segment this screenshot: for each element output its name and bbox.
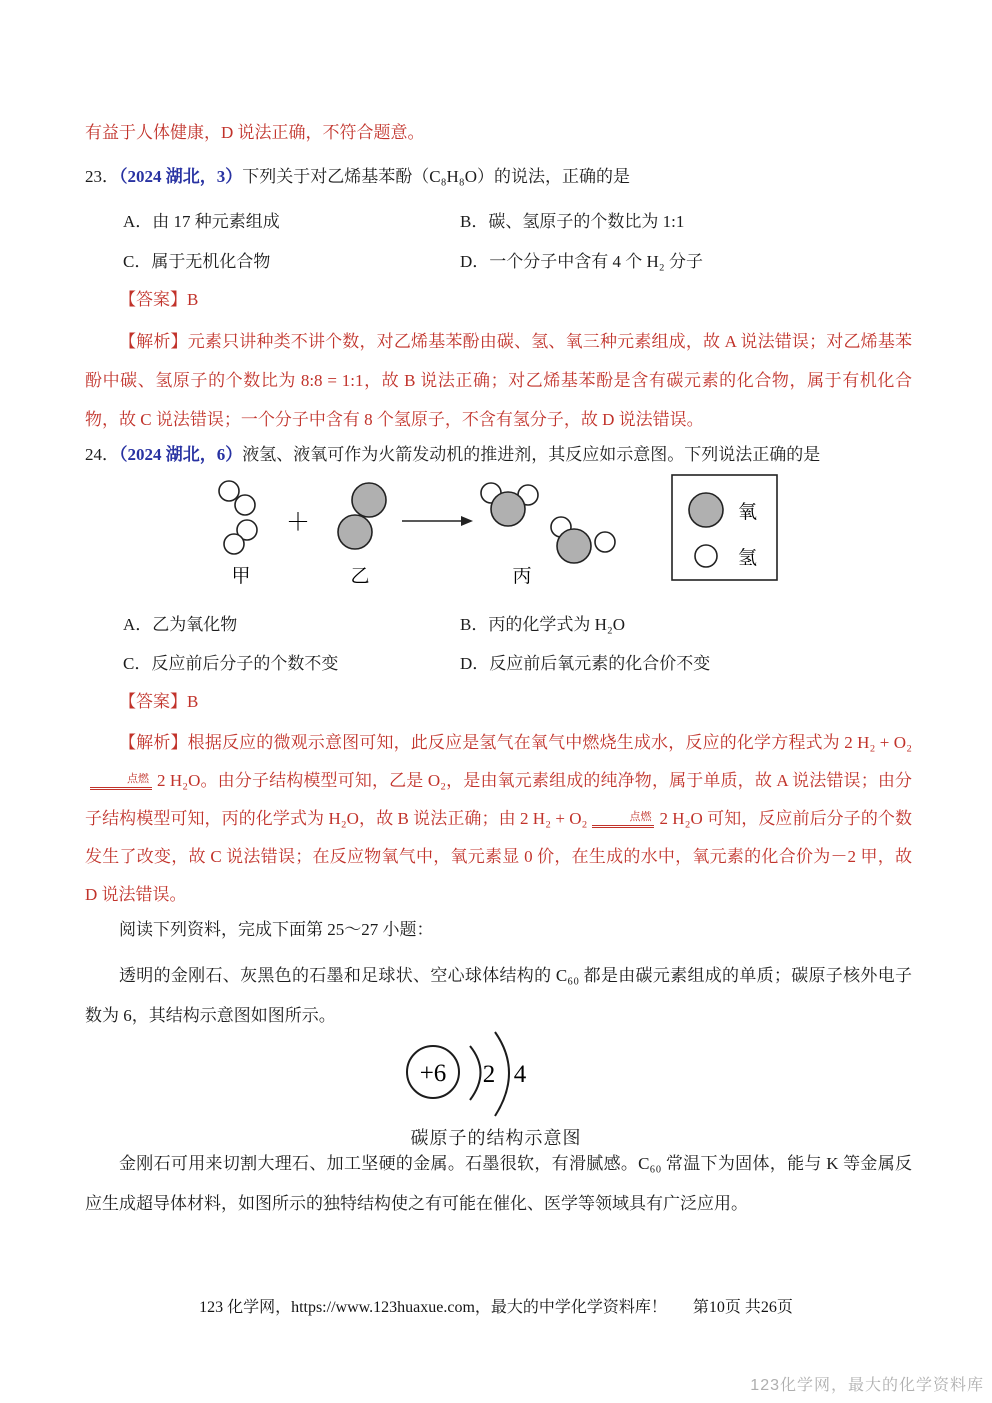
option-23-a bbox=[123, 211, 460, 232]
footer-page-number: 第10页 共26页 bbox=[692, 1299, 793, 1316]
analysis-24-part-2: 2 H₂O。由分子结构模型可知，乙是 O₂，是由氧元素组成的纯净物，属于单质，故 A 说法错误；由分子结构模型可知，丙的化学式为 H₂O，故 B 说法正确；由 2 H₂ + O₂ bbox=[85, 771, 912, 828]
question-23-options-row-2 bbox=[85, 251, 912, 272]
question-23-answer: 【答案】B bbox=[119, 290, 199, 309]
option-23-d bbox=[460, 251, 912, 272]
shell-1-electron-count: 2 bbox=[482, 1061, 496, 1088]
footer-site-info: 123 化学网，https://www.123huaxue.com，最大的中学化学资料库！ bbox=[199, 1299, 667, 1316]
carbon-atom-figure bbox=[0, 1026, 992, 1150]
page-footer bbox=[0, 1298, 992, 1319]
option-23-c-text: 属于无机化合物 bbox=[151, 252, 271, 271]
analysis-24-part-3: 2 H₂O 可知，反应前后分子的个数发生了改变，故 C 说法错误；在反应物氧气中，氧元素显 0 价，在生成的水中，氧元素的化合价为－2 甲，故 D 说法错误。 bbox=[85, 809, 912, 904]
reaction-diagram bbox=[205, 468, 780, 603]
ignition-condition-1: 点燃 bbox=[90, 773, 152, 790]
nucleus-charge: +6 bbox=[419, 1060, 447, 1087]
reading-intro: 阅读下列资料，完成下面第 25～27 小题： bbox=[119, 920, 434, 939]
option-23-a-label: A． bbox=[123, 212, 153, 231]
electron-shell-2-arc bbox=[495, 1032, 509, 1116]
option-24-b-label: B． bbox=[460, 615, 489, 634]
plus-sign: ＋ bbox=[286, 510, 310, 536]
question-23-analysis: 【解析】元素只讲种类不讲个数，对乙烯基苯酚由碳、氢、氧三种元素组成，故 A 说法错误；对乙烯基苯酚中碳、氢原子的个数比为 8:8 = 1:1，故 B 说法正确；对乙烯基苯酚是含有碳元素的化合物，属于有机化合物，故 C 说法错误；一个分子中含有 8 个氢原子，不含有氢分子，故 D 说法错误。 bbox=[85, 332, 912, 429]
label-jia: 甲 bbox=[231, 566, 251, 587]
option-24-a-label: A． bbox=[123, 615, 153, 634]
question-24-number: 24． bbox=[85, 445, 119, 464]
question-24-analysis bbox=[85, 724, 912, 914]
ignition-condition-2: 点燃 bbox=[592, 811, 654, 828]
oxygen-molecule-group bbox=[338, 483, 386, 549]
option-24-c-label: C． bbox=[123, 654, 152, 673]
reading-paragraph-1: 透明的金刚石、灰黑色的石墨和足球状、空心球体结构的 C₆₀ 都是由碳元素组成的单质；碳原子核外电子数为 6，其结构示意图如图所示。 bbox=[85, 966, 912, 1025]
option-24-b-text: 丙的化学式为 H₂O bbox=[488, 615, 626, 634]
label-bing: 丙 bbox=[512, 566, 532, 587]
reading-paragraph-2: 金刚石可用来切割大理石、加工坚硬的金属。石墨很软，有滑腻感。C₆₀ 常温下为固体，能与 K 等金属反应生成超导体材料，如图所示的独特结构使之有可能在催化、医学等领域具有广泛应用。 bbox=[85, 1154, 912, 1213]
question-24-options-row-2 bbox=[85, 653, 912, 674]
option-24-c-text: 反应前后分子的个数不变 bbox=[151, 654, 339, 673]
question-24-stem: 液氢、液氧可作为火箭发动机的推进剂，其反应如示意图。下列说法正确的是 bbox=[242, 445, 821, 464]
shell-2-electron-count: 4 bbox=[513, 1061, 527, 1088]
option-23-a-text: 由 17 种元素组成 bbox=[152, 212, 280, 231]
water-molecules-group bbox=[481, 483, 615, 563]
legend-box bbox=[672, 475, 777, 580]
option-24-a bbox=[123, 614, 460, 635]
option-24-c bbox=[123, 653, 460, 674]
question-23-stem: 下列关于对乙烯基苯酚（C₈H₈O）的说法，正确的是 bbox=[242, 167, 630, 186]
atom-diagram-caption: 碳原子的结构示意图 bbox=[410, 1128, 582, 1148]
carbon-atom-svg bbox=[371, 1026, 621, 1128]
question-24-answer: 【答案】B bbox=[119, 692, 199, 711]
option-24-d-text: 反应前后氧元素的化合价不变 bbox=[489, 654, 711, 673]
hydrogen-molecules-group bbox=[219, 481, 257, 554]
electron-shell-1-arc bbox=[470, 1046, 481, 1100]
option-23-b bbox=[460, 211, 912, 232]
question-23-number: 23． bbox=[85, 167, 119, 186]
label-yi: 乙 bbox=[350, 566, 370, 587]
question-24-options-row-1 bbox=[85, 614, 912, 635]
option-23-c-label: C． bbox=[123, 252, 152, 271]
option-23-b-text: 碳、氢原子的个数比为 1:1 bbox=[488, 212, 685, 231]
question-23-header bbox=[85, 166, 912, 187]
option-24-d-label: D． bbox=[460, 654, 490, 673]
option-23-c bbox=[123, 251, 460, 272]
question-23-options-row-1 bbox=[85, 211, 912, 232]
option-23-d-text: 一个分子中含有 4 个 H₂ 分子 bbox=[489, 252, 703, 271]
watermark-text: 123化学网，最大的化学资料库 bbox=[750, 1377, 984, 1394]
previous-analysis-tail: 有益于人体健康，D 说法正确，不符合题意。 bbox=[85, 123, 425, 142]
option-24-d bbox=[460, 653, 912, 674]
option-24-b bbox=[460, 614, 912, 635]
legend-oxygen-label: 氧 bbox=[738, 502, 758, 523]
option-23-b-label: B． bbox=[460, 212, 489, 231]
reaction-arrow bbox=[402, 516, 473, 526]
reaction-diagram-svg bbox=[205, 468, 780, 598]
question-24-header bbox=[85, 444, 912, 465]
option-24-a-text: 乙为氧化物 bbox=[152, 615, 238, 634]
question-24-source: （2024 湖北，6） bbox=[119, 445, 243, 464]
analysis-24-part-1: 【解析】根据反应的微观示意图可知，此反应是氢气在氧气中燃烧生成水，反应的化学方程式为 2 H₂ + O₂ bbox=[119, 733, 912, 752]
question-23-source: （2024 湖北，3） bbox=[119, 167, 243, 186]
option-23-d-label: D． bbox=[460, 252, 490, 271]
legend-hydrogen-label: 氢 bbox=[738, 548, 758, 569]
